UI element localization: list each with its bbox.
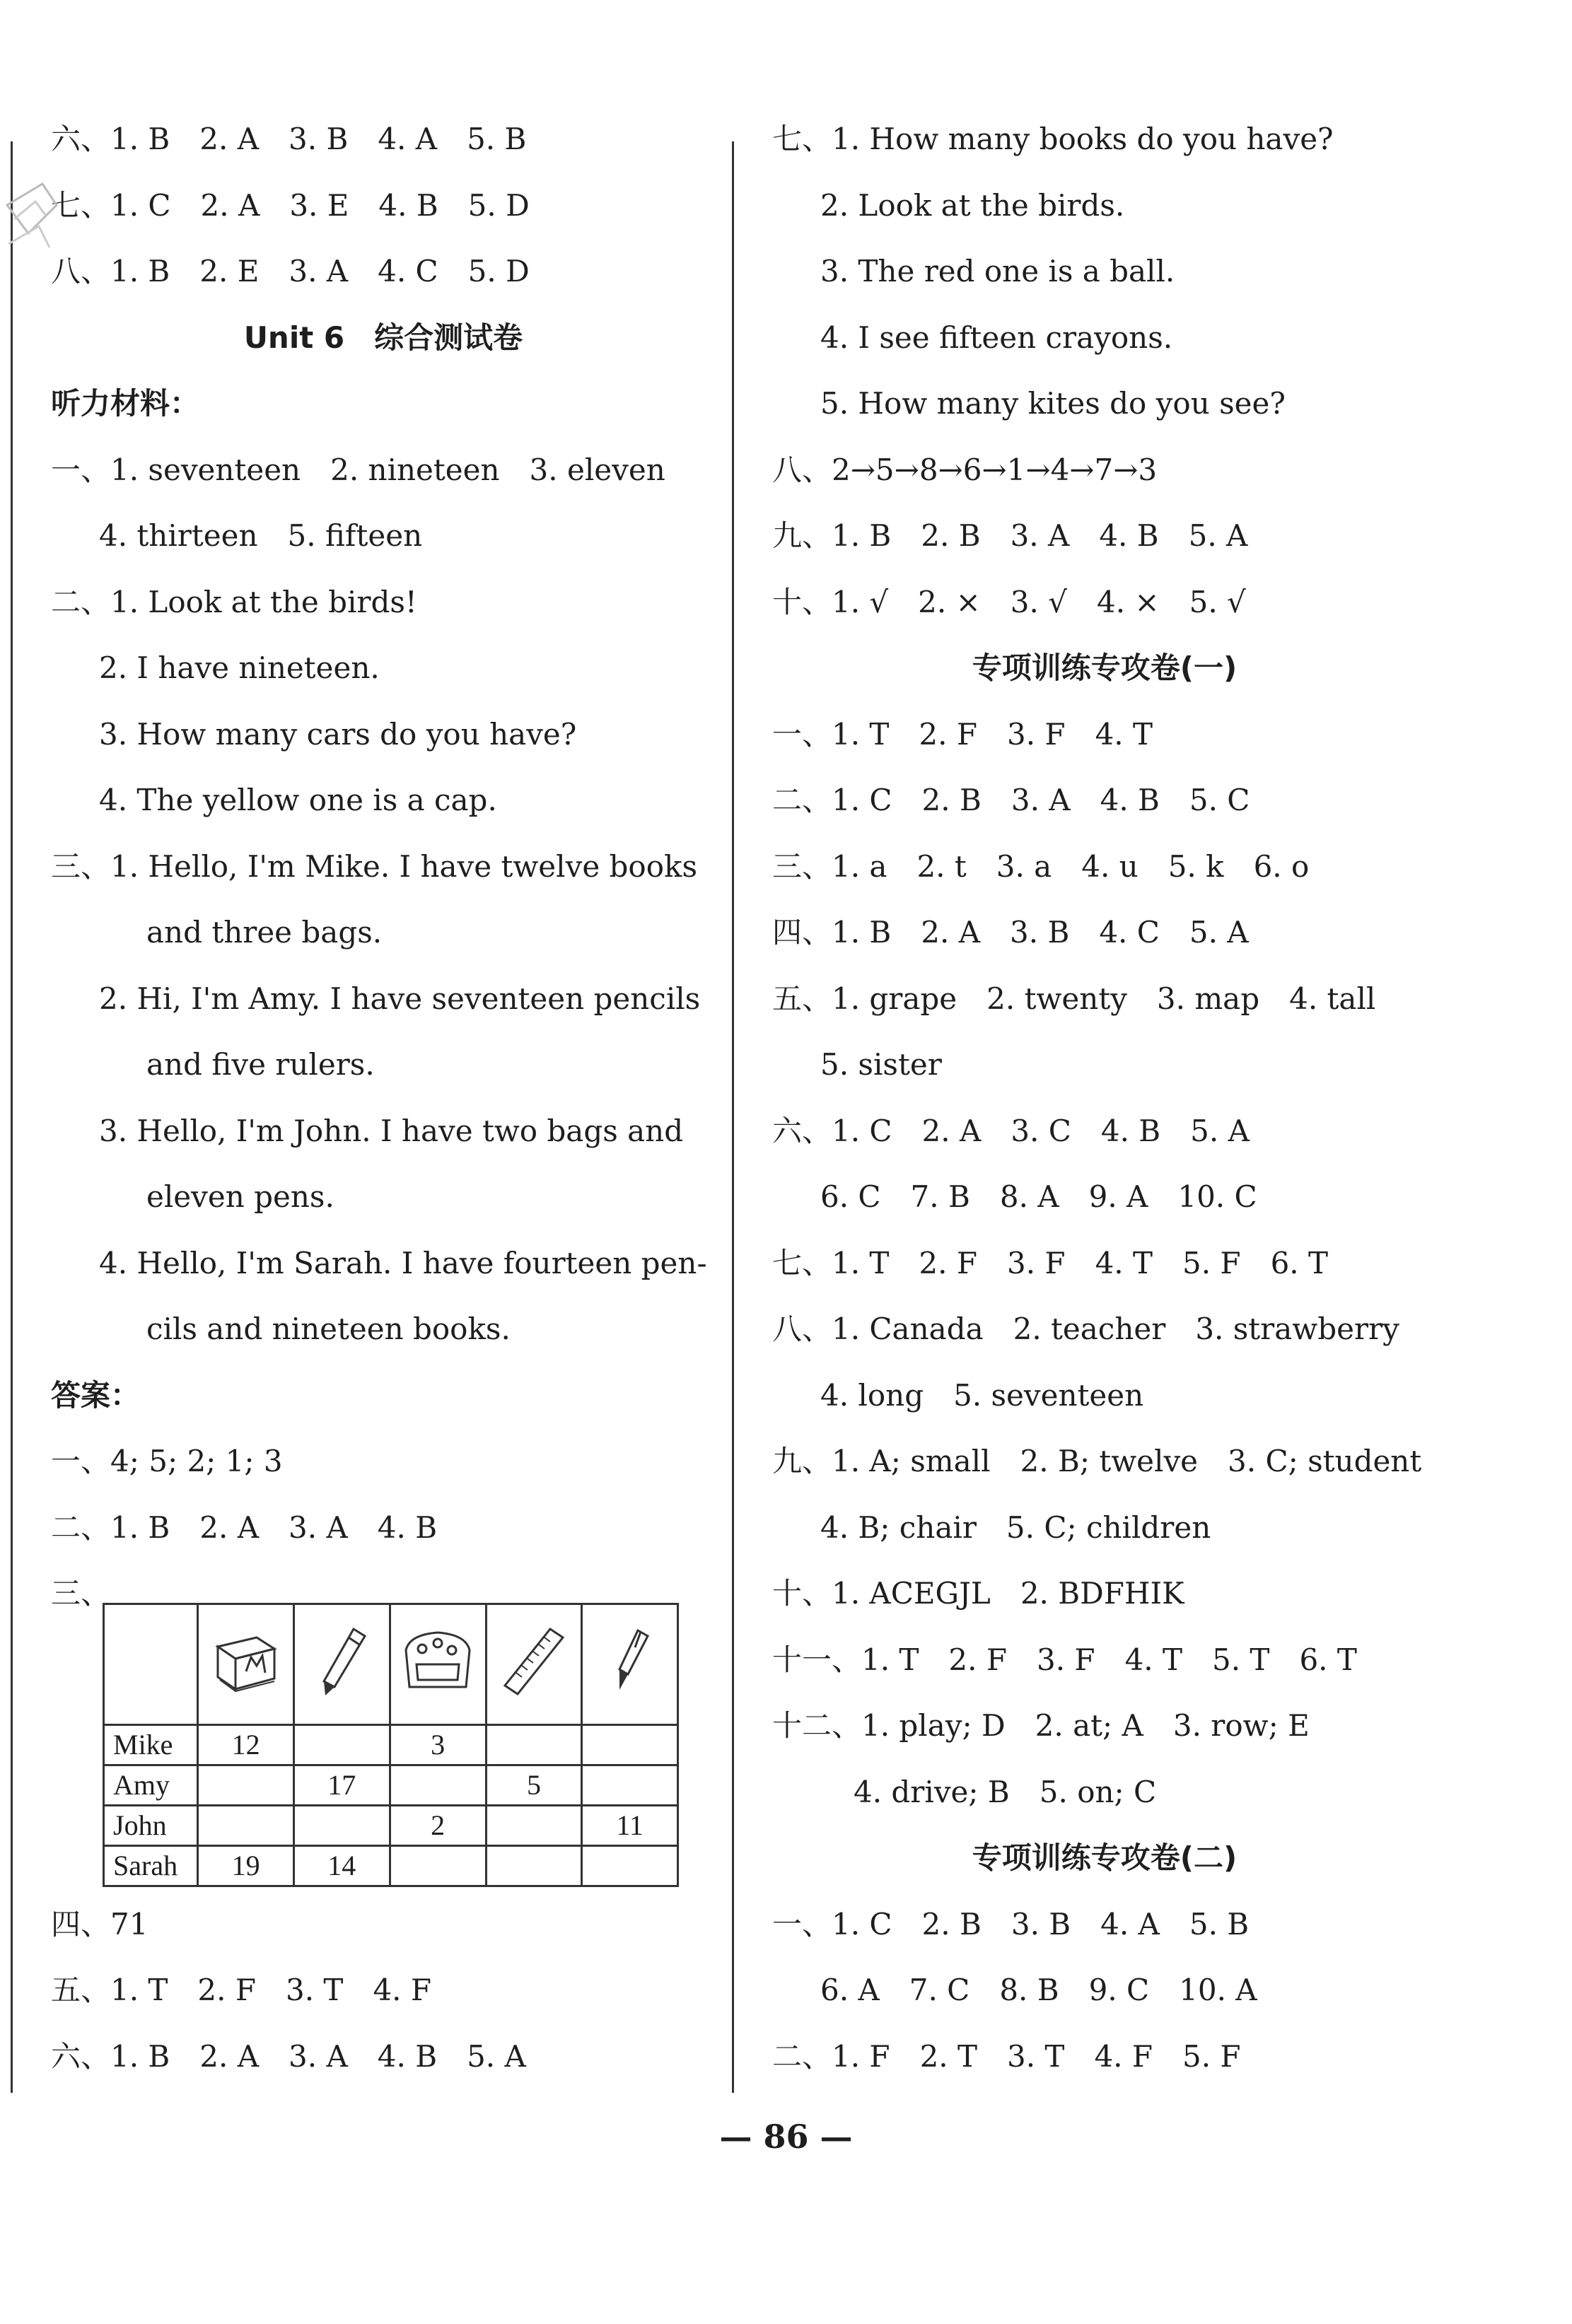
right-text-line: 一、1. T 2. F 3. F 4. T (772, 716, 1153, 752)
row-name: Amy (104, 1765, 198, 1806)
left-text-line: 三、 (51, 1576, 111, 1611)
left-margin-rule (11, 141, 13, 2093)
right-text-line: 十、1. √ 2. × 3. √ 4. × 5. √ (772, 584, 1246, 619)
ruler-icon (486, 1604, 582, 1725)
right-text-line: 五、1. grape 2. twenty 3. map 4. tall (772, 981, 1376, 1016)
table-row (104, 1806, 678, 1846)
right-text-line: 三、1. a 2. t 3. a 4. u 5. k 6. o (772, 848, 1310, 884)
left-text-line: 2. Hi, I'm Amy. I have seventeen pencils (99, 981, 701, 1016)
table-cell (198, 1806, 294, 1846)
page-number: — 86 — (719, 2118, 853, 2156)
right-text-line: 十、1. ACEGJL 2. BDFHIK (772, 1576, 1184, 1611)
right-text-line: 一、1. C 2. B 3. B 4. A 5. B (772, 1906, 1250, 1941)
right-text-line: 二、1. F 2. T 3. T 4. F 5. F (772, 2038, 1241, 2074)
left-text-line: 六、1. B 2. A 3. B 4. A 5. B (51, 122, 527, 156)
left-text-line: 二、1. B 2. A 3. A 4. B (51, 1510, 438, 1545)
left-text-line: 七、1. C 2. A 3. E 4. B 5. D (51, 187, 530, 223)
book-icon (198, 1604, 294, 1725)
right-text-line: 六、1. C 2. A 3. C 4. B 5. A (772, 1113, 1250, 1148)
left-text-line: 听力材料： (51, 386, 200, 421)
left-text-line: 六、1. B 2. A 3. A 4. B 5. A (51, 2038, 526, 2074)
left-text-line: 4. The yellow one is a cap. (99, 783, 497, 817)
right-text-line: 十二、1. play; D 2. at; A 3. row; E (772, 1708, 1310, 1743)
right-text-line: 4. B; chair 5. C; children (820, 1510, 1211, 1545)
left-text-line: 二、1. Look at the birds! (51, 584, 417, 619)
right-text-line: 6. A 7. C 8. B 9. C 10. A (820, 1973, 1257, 2007)
row-name: John (104, 1806, 198, 1846)
left-text-line: 八、1. B 2. E 3. A 4. C 5. D (51, 254, 530, 288)
table-row (104, 1846, 678, 1886)
left-text-line: 答案： (51, 1377, 141, 1413)
right-text-line: 七、1. T 2. F 3. F 4. T 5. F 6. T (772, 1245, 1329, 1280)
row-name: Sarah (104, 1846, 198, 1886)
right-text-line: 四、1. B 2. A 3. B 4. C 5. A (772, 915, 1249, 950)
left-text-line: cils and nineteen books. (146, 1312, 511, 1346)
left-text-line: and five rulers. (146, 1047, 375, 1082)
column-divider (732, 141, 734, 2093)
left-text-line: 一、1. seventeen 2. nineteen 3. eleven (51, 452, 665, 487)
table-cell (390, 1765, 486, 1806)
right-text-line: 4. long 5. seventeen (820, 1377, 1144, 1413)
table-cell: 14 (293, 1846, 390, 1886)
right-text-line: 九、1. A; small 2. B; twelve 3. C; student (772, 1444, 1422, 1478)
right-text-line: 七、1. How many books do you have? (772, 122, 1334, 156)
row-name: Mike (104, 1725, 198, 1765)
bag-icon (390, 1604, 486, 1725)
pencil-icon (293, 1604, 390, 1725)
left-text-line: 3. Hello, I'm John. I have two bags and (99, 1113, 684, 1148)
right-text-line: 八、2→5→8→6→1→4→7→3 (772, 452, 1158, 487)
right-text-line: 5. sister (820, 1047, 942, 1082)
right-text-line: 专项训练专攻卷(二) (972, 1840, 1238, 1875)
right-text-line: 4. I see fifteen crayons. (820, 320, 1173, 355)
right-text-line: 4. drive; B 5. on; C (854, 1774, 1157, 1809)
left-text-line: 四、71 (51, 1906, 149, 1941)
table-cell: 17 (293, 1765, 390, 1806)
table-cell: 2 (390, 1806, 486, 1846)
table-cell (293, 1806, 390, 1846)
left-text-line: Unit 6 综合测试卷 (243, 320, 523, 355)
left-text-line: 2. I have nineteen. (99, 650, 380, 685)
left-text-line: 3. How many cars do you have? (99, 716, 577, 752)
left-text-line: and three bags. (146, 915, 383, 950)
answer-table (103, 1603, 679, 1887)
left-text-line: 五、1. T 2. F 3. T 4. F (51, 1973, 432, 2007)
right-text-line: 十一、1. T 2. F 3. F 4. T 5. T 6. T (772, 1642, 1357, 1677)
table-cell (486, 1846, 582, 1886)
right-text-line: 二、1. C 2. B 3. A 4. B 5. C (772, 783, 1250, 817)
table-cell (486, 1806, 582, 1846)
pen-icon (582, 1604, 678, 1725)
table-cell (198, 1765, 294, 1806)
right-text-line: 九、1. B 2. B 3. A 4. B 5. A (772, 518, 1248, 553)
right-text-line: 2. Look at the birds. (820, 187, 1125, 223)
table-row (104, 1765, 678, 1806)
table-corner-cell (104, 1604, 198, 1725)
right-text-line: 5. How many kites do you see? (820, 386, 1286, 421)
left-text-line: 三、1. Hello, I'm Mike. I have twelve books (51, 848, 697, 884)
left-text-line: 4. thirteen 5. fifteen (99, 518, 423, 553)
left-text-line: eleven pens. (146, 1179, 334, 1214)
table-cell (390, 1846, 486, 1886)
right-text-line: 八、1. Canada 2. teacher 3. strawberry (772, 1312, 1399, 1346)
table-row (104, 1725, 678, 1765)
table-cell: 3 (390, 1725, 486, 1765)
table-cell: 11 (582, 1806, 678, 1846)
table-cell: 5 (486, 1765, 582, 1806)
table-cell: 12 (198, 1725, 294, 1765)
table-cell (486, 1725, 582, 1765)
corner-stamp-icon (0, 177, 64, 283)
left-text-line: 4. Hello, I'm Sarah. I have fourteen pen- (99, 1245, 707, 1280)
table-cell: 19 (198, 1846, 294, 1886)
table-cell (582, 1765, 678, 1806)
table-cell (582, 1846, 678, 1886)
right-text-line: 3. The red one is a ball. (820, 254, 1175, 288)
right-text-line: 6. C 7. B 8. A 9. A 10. C (820, 1179, 1257, 1214)
table-cell (293, 1725, 390, 1765)
answer-table-header (104, 1604, 678, 1725)
right-text-line: 专项训练专攻卷(一) (972, 650, 1238, 685)
left-text-line: 一、4; 5; 2; 1; 3 (51, 1444, 283, 1478)
table-cell (582, 1725, 678, 1765)
